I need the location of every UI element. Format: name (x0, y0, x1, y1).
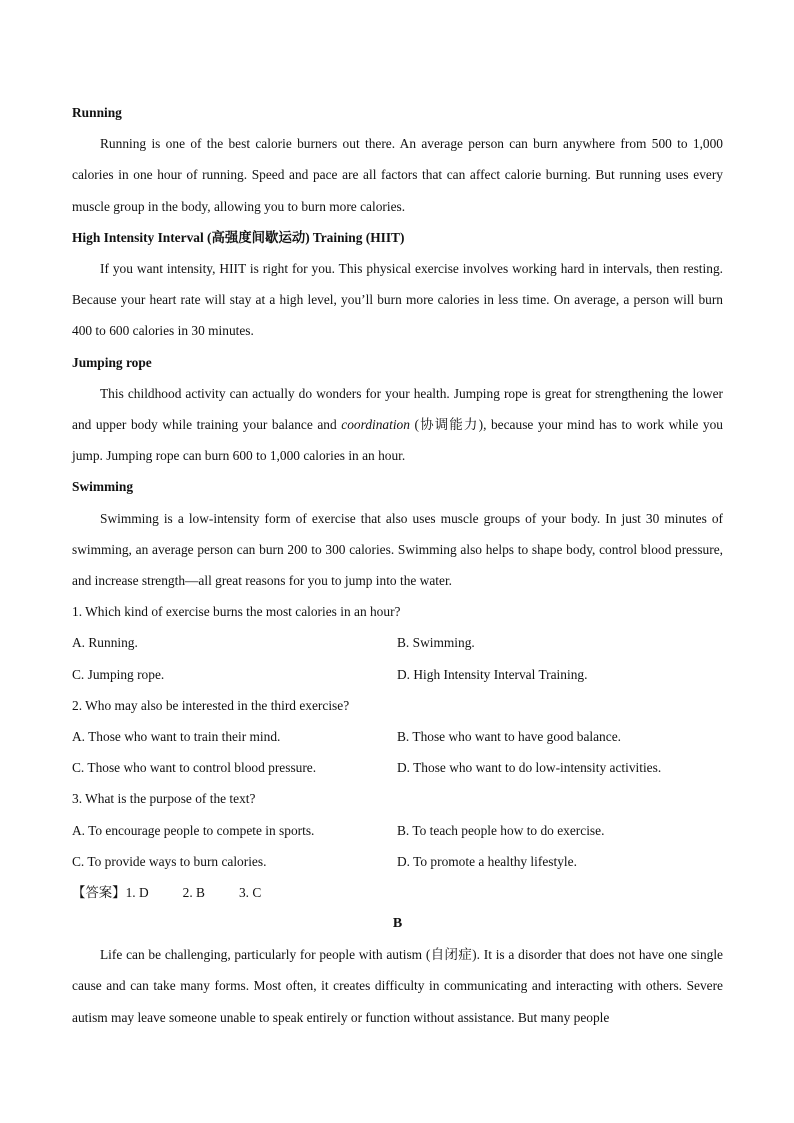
question-stem: 2. Who may also be interested in the third exercise? (72, 697, 350, 713)
option-a: A. Running. (72, 635, 138, 651)
section-heading-jumping-rope: Jumping rope (72, 354, 152, 370)
option-row (72, 721, 723, 752)
option-row (72, 627, 723, 658)
option-row (72, 752, 723, 783)
option-c: C. To provide ways to burn calories. (72, 853, 267, 869)
option-b: B. To teach people how to do exercise. (397, 822, 605, 838)
option-row (72, 659, 723, 690)
section-text-swimming: Swimming is a low-intensity form of exercise that also uses muscle groups of your body. In just 30 minutes of swimming, an average person can burn 200 to 300 calories. Swimming also helps to shape body, control blood pressure, and increase strength—all great reasons for you to jump into the water. (72, 510, 723, 588)
section-heading-swimming: Swimming (72, 479, 134, 495)
answer-label: 【答案】 (72, 884, 126, 900)
option-b: B. Those who want to have good balance. (397, 728, 621, 744)
option-row (72, 815, 723, 846)
option-c: C. Those who want to control blood pressure. (72, 760, 317, 776)
answer-item: 2. B (182, 884, 205, 900)
question-stem: 1. Which kind of exercise burns the most calories in an hour? (72, 604, 401, 620)
passage-title: B (392, 916, 403, 932)
section-heading-running: Running (72, 105, 122, 120)
option-a: A. Those who want to train their mind. (72, 728, 281, 744)
option-row (72, 846, 723, 877)
option-d: D. To promote a healthy lifestyle. (397, 853, 577, 869)
option-a: A. To encourage people to compete in sports. (72, 822, 315, 838)
option-d: D. Those who want to do low-intensity activities. (397, 760, 662, 776)
section-heading-hiit: High Intensity Interval (高强度间歇运动) Training (HIIT) (72, 229, 405, 245)
text-segment: (协调能力), because your mind has to work while you jump. Jumping rope can burn 600 to 1,000 calories in an hour. (72, 416, 723, 464)
text-segment: This childhood activity can actually do wonders for your health. Jumping rope is great for strengthening the lower and upper body while training your balance and (72, 385, 723, 432)
section-text-hiit: If you want intensity, HIIT is right for you. This physical exercise involves working hard in intervals, then resting. Because your heart rate will stay at a high level, you’ll burn more calories in less time. On average, a person will burn 400 to 600 calories in 30 minutes. (72, 260, 723, 339)
section-text-running: Running is one of the best calorie burners out there. An average person can burn anywhere from 500 to 1,000 calories in one hour of running. Speed and pace are all factors that can affect calorie burning. But running uses every muscle group in the body, allowing you to burn more calories. (72, 136, 723, 214)
passage-b-text: Life can be challenging, particularly for people with autism (自闭症). It is a disorder that does not have one single cause and can take many forms. Most often, it creates difficulty in communicating and interacting with others. Severe autism may leave someone unable to speak entirely or function without assistance. But many people (72, 947, 723, 1025)
section-text-jumping-rope (72, 378, 723, 472)
document-page (72, 97, 723, 1033)
answer-key (72, 877, 723, 908)
option-b: B. Swimming. (397, 635, 475, 651)
option-c: C. Jumping rope. (72, 666, 165, 682)
answer-item: 1. D (125, 884, 149, 900)
option-d: D. High Intensity Interval Training. (397, 666, 588, 682)
question-stem: 3. What is the purpose of the text? (72, 791, 256, 807)
answer-item: 3. C (238, 884, 262, 900)
italic-term: coordination (341, 416, 410, 432)
